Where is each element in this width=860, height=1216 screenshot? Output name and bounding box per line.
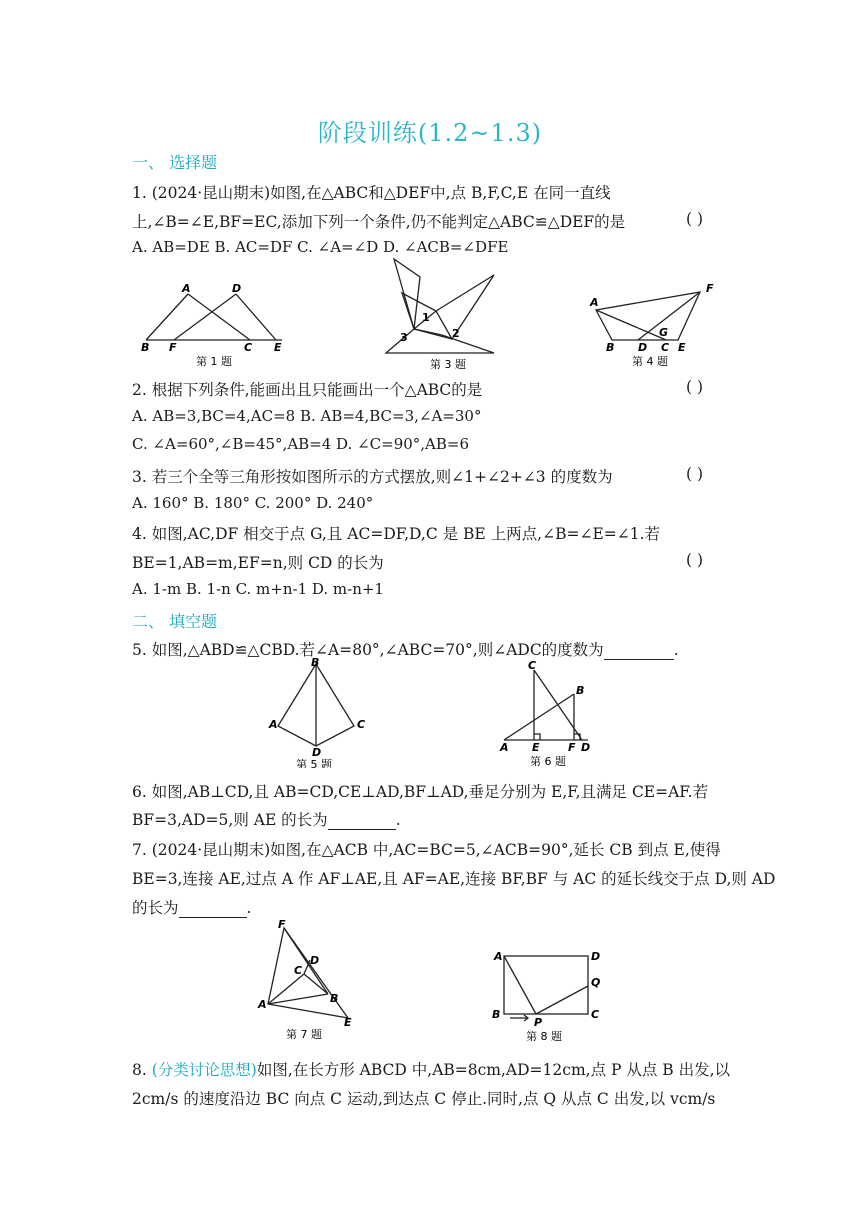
svg-text:E: E [532,741,540,754]
svg-text:C: C [661,341,670,354]
section-fill-heading: 二、 填空题 [132,612,218,631]
svg-text:A: A [500,741,509,754]
figure-8 [490,946,606,1046]
figure-4-caption: 第 4 题 [632,355,668,368]
q4-line2: BE=1,AB=m,EF=n,则 CD 的长为 [132,554,384,572]
q1-answer-paren: ( ) [686,210,704,228]
svg-text:B: B [492,1008,501,1021]
q2-options-row1: A. AB=3,BC=4,AC=8 B. AB=4,BC=3,∠A=30° [132,407,482,425]
svg-text:F: F [568,741,576,754]
svg-text:A: A [590,296,599,309]
q8-number: 8. [132,1061,152,1079]
q8-tag: (分类讨论思想) [151,1061,257,1079]
q3-line1: 3. 若三个全等三角形按如图所示的方式摆放,则∠1+∠2+∠3 的度数为 [132,468,613,486]
q6-answer-blank[interactable] [328,811,396,830]
q7-end: . [246,899,252,917]
figure-7 [256,920,366,1046]
q4-answer-paren: ( ) [686,551,704,569]
q3-answer-paren: ( ) [686,465,704,483]
q4-options: A. 1-m B. 1-n C. m+n-1 D. m-n+1 [132,580,384,598]
svg-text:E: E [678,341,686,354]
figure-4 [588,280,723,372]
figure-3 [382,255,522,375]
svg-text:C: C [528,660,537,672]
q2-line1: 2. 根据下列条件,能画出且只能画出一个△ABC的是 [132,381,483,399]
q3-options: A. 160° B. 180° C. 200° D. 240° [132,494,374,512]
q1-options: A. AB=DE B. AC=DF C. ∠A=∠D D. ∠ACB=∠DFE [132,238,509,256]
svg-text:D: D [591,950,601,963]
q1-line2: 上,∠B=∠E,BF=EC,添加下列一个条件,仍不能判定△ABC≌△DEF的是 [132,213,626,231]
svg-text:B: B [576,684,585,697]
svg-text:D: D [312,746,322,759]
svg-text:B: B [606,341,615,354]
svg-text:P: P [534,1016,543,1029]
q6-line2 [132,808,401,830]
svg-text:A: A [269,718,278,731]
svg-text:D: D [232,282,242,295]
figure-6-caption: 第 6 题 [530,755,566,768]
svg-text:D: D [581,741,591,754]
q7-line1: 7. (2024·昆山期末)如图,在△ACB 中,AC=BC=5,∠ACB=90°,延长 CB 到点 E,使得 [132,841,721,859]
svg-text:E: E [274,341,282,354]
svg-text:Q: Q [591,976,601,989]
figure-6 [496,660,596,772]
q7-line3 [132,896,251,918]
svg-text:D: D [638,341,648,354]
q5-line [132,638,679,660]
svg-text:G: G [659,326,669,339]
section-choice-heading: 一、 选择题 [132,153,218,172]
q8-line1 [132,1058,730,1080]
q5-text: 5. 如图,△ABD≌△CBD.若∠A=80°,∠ABC=70°,则∠ADC的度数为 [132,641,604,659]
svg-text:A: A [258,998,267,1011]
figure-3-caption: 第 3 题 [430,358,466,371]
q2-answer-paren: ( ) [686,378,704,396]
svg-text:2: 2 [452,327,460,340]
svg-text:C: C [244,341,253,354]
page-title: 阶段训练(1.2~1.3) [317,119,543,147]
q6-end: . [395,811,401,829]
svg-text:B: B [330,992,339,1005]
figure-5 [262,656,372,768]
svg-text:C: C [357,718,366,731]
svg-text:B: B [141,341,150,354]
q7-answer-blank[interactable] [179,899,247,918]
q4-line1: 4. 如图,AC,DF 相交于点 G,且 AC=DF,D,C 是 BE 上两点,∠B=∠E=∠1.若 [132,525,661,543]
svg-text:1: 1 [422,311,430,324]
q7-line2: BE=3,连接 AE,过点 A 作 AF⊥AE,且 AF=AE,连接 BF,BF 与 AC 的延长线交于点 D,则 AD [132,870,776,888]
figure-7-caption: 第 7 题 [286,1028,322,1041]
figure-8-caption: 第 8 题 [526,1030,562,1043]
q6-line1: 6. 如图,AB⊥CD,且 AB=CD,CE⊥AD,BF⊥AD,垂足分别为 E,F,且满足 CE=AF.若 [132,783,709,801]
svg-text:F: F [706,282,714,295]
svg-text:B: B [311,656,320,669]
figure-1 [138,278,288,368]
svg-text:D: D [310,954,320,967]
q8-line2: 2cm/s 的速度沿边 BC 向点 C 运动,到达点 C 停止.同时,点 Q 从点 C 出发,以 vcm/s [132,1090,716,1108]
svg-text:F: F [278,920,286,931]
q5-answer-blank[interactable] [604,641,674,660]
figure-1-caption: 第 1 题 [196,355,232,368]
svg-text:C: C [294,964,303,977]
figure-5-caption: 第 5 题 [296,758,332,768]
q6-text: BF=3,AD=5,则 AE 的长为 [132,811,328,829]
q8-text: 如图,在长方形 ABCD 中,AB=8cm,AD=12cm,点 P 从点 B 出发,以 [256,1061,731,1079]
q5-end: . [673,641,679,659]
svg-text:3: 3 [400,331,408,344]
svg-text:C: C [591,1008,600,1021]
svg-text:E: E [344,1016,352,1029]
svg-text:A: A [494,950,503,963]
svg-text:A: A [182,282,191,295]
q1-line1: 1. (2024·昆山期末)如图,在△ABC和△DEF中,点 B,F,C,E 在同一直线 [132,184,611,202]
svg-text:F: F [169,341,177,354]
q2-options-row2: C. ∠A=60°,∠B=45°,AB=4 D. ∠C=90°,AB=6 [132,435,470,453]
q7-text: 的长为 [132,899,179,917]
